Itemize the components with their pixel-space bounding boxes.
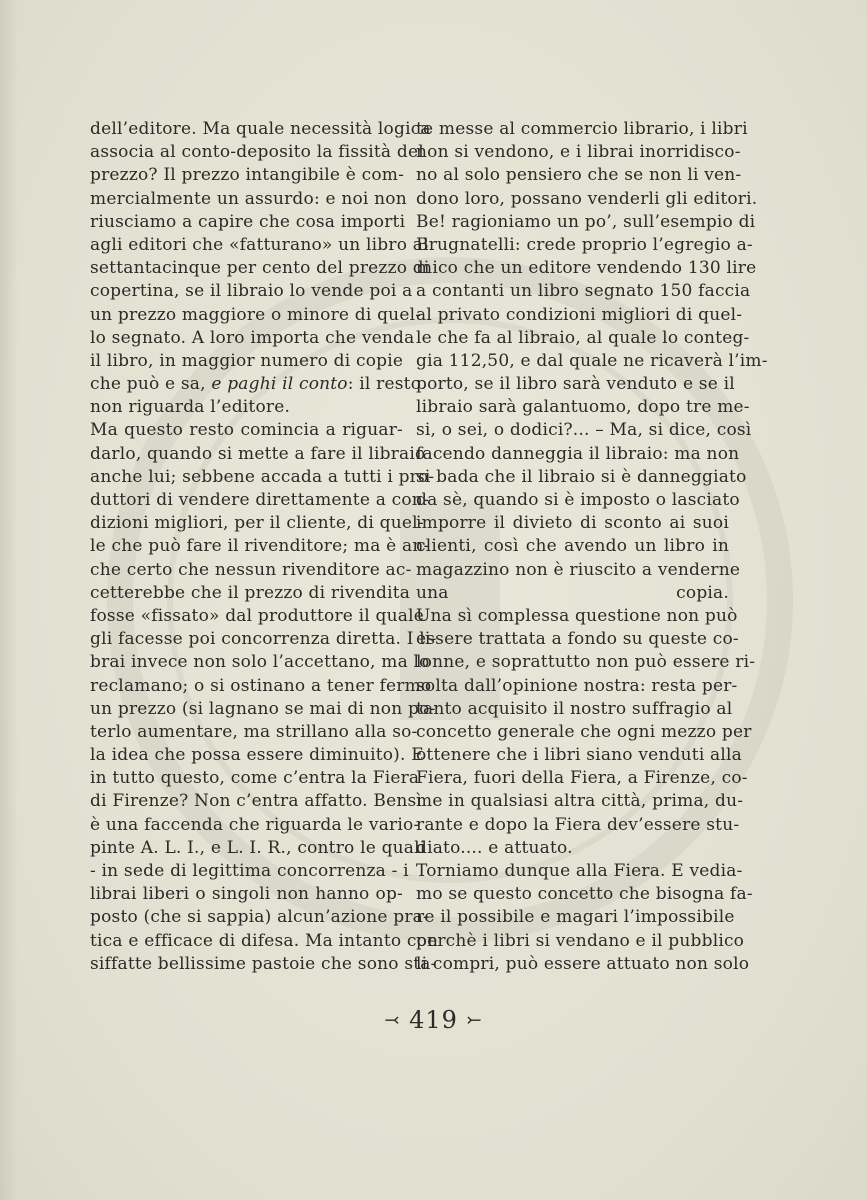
text-line: me in qualsiasi altra città, prima, du- xyxy=(416,791,744,812)
text-line: fosse «fissato» dal produttore il quale xyxy=(90,605,424,626)
text-line: diato.... e attuato. xyxy=(416,837,573,858)
text-line: le che fa al libraio, al quale lo conteg- xyxy=(416,327,750,348)
text-line: li compri, può essere attuato non solo xyxy=(416,953,750,974)
text-line: no al solo pensiero che se non li ven- xyxy=(416,165,742,186)
text-line: gia 112,50, e dal quale ne ricaverà l’im- xyxy=(416,350,768,371)
text-line: il libro, in maggior numero di copie xyxy=(90,350,404,371)
text-line: solta dall’opinione nostra: resta per- xyxy=(416,675,738,696)
text-line: una copia. xyxy=(416,582,729,603)
text-line: imporre il divieto di sconto ai suoi xyxy=(416,513,729,534)
text-line: te messe al commercio librario, i libri xyxy=(416,119,748,139)
italic-phrase: e paghi il conto xyxy=(211,374,348,395)
text-line: magazzino non è riuscito a venderne xyxy=(416,559,741,580)
text-line: mico che un editore vendendo 130 lire xyxy=(416,258,757,279)
text-line: un prezzo maggiore o minore di quel- xyxy=(90,304,422,325)
text-line: Brugnatelli: crede proprio l’egregio a- xyxy=(416,234,753,255)
text-line: concetto generale che ogni mezzo per xyxy=(416,721,752,742)
text-line: agli editori che «fatturano» un libro al xyxy=(90,234,429,255)
text-line: riusciamo a capire che cosa importi xyxy=(90,211,406,232)
text-line: duttori di vendere direttamente a con- xyxy=(90,490,429,510)
text-line: clienti, così che avendo un libro in xyxy=(416,536,729,557)
text-line: un prezzo (si lagnano se mai di non po- xyxy=(90,698,436,719)
text-line: libraio sarà galantuomo, dopo tre me- xyxy=(416,397,750,418)
text-line: siffatte bellissime pastoie che sono sta- xyxy=(90,953,437,974)
text-line: in tutto questo, come c’entra la Fiera xyxy=(90,768,420,789)
text-line: tanto acquisito il nostro suffragio al xyxy=(416,698,733,719)
text-line: associa al conto-deposito la fissità del xyxy=(90,142,424,163)
text-line: Torniamo dunque alla Fiera. E vedia- xyxy=(416,861,743,881)
folio-ornament-left: ⤙ xyxy=(384,1010,401,1031)
text-line: al privato condizioni migliori di quel- xyxy=(416,304,743,325)
text-line: che certo che nessun rivenditore ac- xyxy=(90,559,412,580)
text-line: che può e sa, e paghi il conto: il resto xyxy=(90,374,422,395)
text-line: terlo aumentare, ma strillano alla so- xyxy=(90,721,418,742)
text-line: essere trattata a fondo su queste co- xyxy=(416,629,739,650)
text-line: la idea che possa essere diminuito). E xyxy=(90,745,424,766)
text-line: cetterebbe che il prezzo di rivendita xyxy=(90,582,411,603)
text-line: anche lui; sebbene accada a tutti i pro- xyxy=(90,466,435,487)
folio-ornament-right: ⤚ xyxy=(466,1010,483,1031)
text-column-left xyxy=(90,118,439,976)
text-line: brai invece non solo l’accettano, ma lo xyxy=(90,652,430,673)
page-number-value: 419 xyxy=(409,1006,458,1034)
text-line: reclamano; o si ostinano a tener fermo xyxy=(90,675,432,696)
text-line: Fiera, fuori della Fiera, a Firenze, co- xyxy=(416,768,748,789)
text-line: le che può fare il rivenditore; ma è an- xyxy=(90,536,430,557)
text-line: gli facesse poi concorrenza diretta. I li- xyxy=(90,629,437,650)
text-line: ottenere che i libri siano venduti alla xyxy=(416,745,743,766)
text-line: librai liberi o singoli non hanno op- xyxy=(90,884,403,905)
text-line: dono loro, possano venderli gli editori. xyxy=(416,188,758,209)
text-line: si, o sei, o dodici?... – Ma, si dice, così xyxy=(416,420,752,441)
text-line: perchè i libri si vendano e il pubblico xyxy=(416,930,745,951)
text-line: porto, se il libro sarà venduto e se il xyxy=(416,374,735,395)
text-line: lonne, e soprattutto non può essere ri- xyxy=(416,652,756,673)
text-column-right xyxy=(416,118,768,976)
text-line: mercialmente un assurdo: e noi non xyxy=(90,188,407,209)
text-line: è una faccenda che riguarda le vario- xyxy=(90,814,420,835)
text-line: di Firenze? Non c’entra affatto. Bensì xyxy=(90,791,423,812)
text-line: pinte A. L. I., e L. I. R., contro le quali xyxy=(90,837,426,858)
text-line: si bada che il libraio si è danneggiato xyxy=(416,466,747,487)
text-line: prezzo? Il prezzo intangibile è com- xyxy=(90,165,405,186)
text-line: dell’editore. Ma quale necessità logica xyxy=(90,119,431,139)
text-line: lo segnato. A loro importa che venda xyxy=(90,327,415,348)
text-line: rante e dopo la Fiera dev’essere stu- xyxy=(416,814,740,835)
text-line: non riguarda l’editore. xyxy=(90,397,291,418)
text-line: - in sede di legittima concorrenza - i xyxy=(90,861,409,881)
text-line: Be! ragioniamo un po’, sull’esempio di xyxy=(416,211,756,232)
text-line: copertina, se il libraio lo vende poi a xyxy=(90,281,413,302)
text-line: facendo danneggia il libraio: ma non xyxy=(416,443,740,464)
text-line: Una sì complessa questione non può xyxy=(416,605,738,626)
text-line: mo se questo concetto che bisogna fa- xyxy=(416,884,753,905)
text-line: settantacinque per cento del prezzo di xyxy=(90,258,430,279)
text-line: posto (che si sappia) alcun’azione pra- xyxy=(90,907,429,928)
page-number xyxy=(0,1006,867,1034)
text-line: tica e efficace di difesa. Ma intanto con xyxy=(90,930,439,951)
text-line: Ma questo resto comincia a riguar- xyxy=(90,420,403,441)
text-line: non si vendono, e i librai inorridisco- xyxy=(416,142,741,163)
text-line: darlo, quando si mette a fare il libraio xyxy=(90,443,426,464)
text-line: re il possibile e magari l’impossibile xyxy=(416,907,735,928)
text-line: da sè, quando si è imposto o lasciato xyxy=(416,490,740,510)
text-line: a contanti un libro segnato 150 faccia xyxy=(416,281,751,302)
text-line: dizioni migliori, per il cliente, di quel- xyxy=(90,513,424,534)
